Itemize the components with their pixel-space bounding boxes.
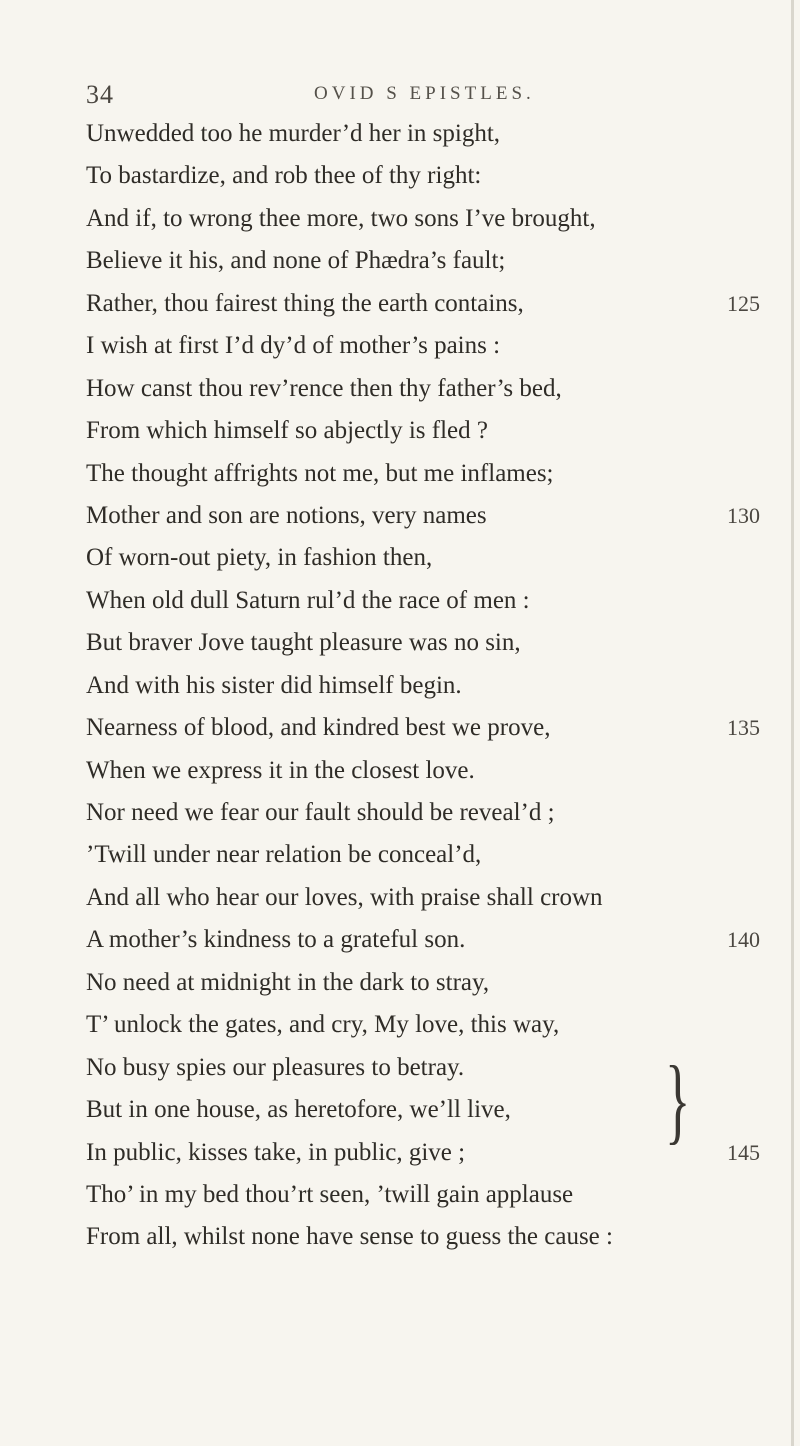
line-text: Nor need we fear our fault should be reveal’d ; [86, 799, 555, 826]
line-text: No busy spies our pleasures to betray. [86, 1053, 465, 1081]
line-text: Of worn-out piety, in fashion then, [86, 544, 433, 572]
running-head: OVID S EPISTLES. [314, 83, 535, 104]
poem-line [86, 877, 776, 919]
poem-line [86, 453, 776, 495]
line-text: Believe it his, and none of Phædra’s fault; [86, 247, 506, 275]
line-text: When we express it in the closest love. [86, 756, 475, 784]
line-number: 140 [727, 927, 760, 953]
page-number: 34 [86, 80, 114, 109]
poem-line [86, 792, 776, 834]
line-text: A mother’s kindness to a grateful son. [86, 926, 466, 954]
line-text: The thought affrights not me, but me inflames; [86, 459, 554, 487]
poem-line [86, 325, 776, 367]
line-text: And if, to wrong thee more, two sons I’ve brought, [86, 204, 596, 232]
line-text: I wish at first I’d dy’d of mother’s pains : [86, 332, 501, 360]
line-text: No need at midnight in the dark to stray, [86, 968, 490, 996]
poem-line [86, 1216, 776, 1258]
line-text: T’ unlock the gates, and cry, My love, this way, [86, 1011, 560, 1039]
poem-line [86, 155, 776, 197]
line-text: To bastardize, and rob thee of thy right: [86, 162, 482, 190]
line-number: 130 [727, 502, 760, 528]
line-text: From all, whilst none have sense to guess the cause : [86, 1223, 613, 1251]
line-text: When old dull Saturn rul’d the race of men : [86, 586, 530, 614]
line-text: ’Twill under near relation be conceal’d, [86, 841, 482, 869]
line-number: 135 [727, 715, 760, 741]
line-text: But in one house, as heretofore, we’ll live, [86, 1096, 511, 1124]
line-text: Nearness of blood, and kindred best we prove, [86, 714, 551, 742]
poem-line [86, 283, 776, 325]
line-text: And all who hear our loves, with praise shall crown [86, 883, 603, 911]
poem-line [86, 1174, 776, 1216]
line-number: 145 [727, 1139, 760, 1165]
line-text: And with his sister did himself begin. [86, 671, 462, 699]
poem-line [86, 240, 776, 282]
poem-line [86, 750, 776, 792]
triplet-brace: } [665, 1046, 691, 1153]
line-text: How canst thou rev’rence then thy father’s bed, [86, 374, 562, 402]
poem-line [86, 580, 776, 622]
poem-line [86, 1004, 776, 1046]
poem-line [86, 537, 776, 579]
line-text: But braver Jove taught pleasure was no sin, [86, 629, 521, 657]
poem-line [86, 113, 776, 155]
poem-line [86, 707, 776, 749]
page-edge [791, 0, 794, 1446]
page-header [86, 80, 746, 112]
line-text: In public, kisses take, in public, give ; [86, 1138, 466, 1166]
poem-line [86, 834, 776, 876]
line-text: Rather, thou fairest thing the earth contains, [86, 289, 524, 317]
line-text: Tho’ in my bed thou’rt seen, ’twill gain applause [86, 1180, 574, 1208]
line-text: From which himself so abjectly is fled ? [86, 417, 489, 445]
line-text: Mother and son are notions, very names [86, 501, 487, 529]
poem-line [86, 665, 776, 707]
poem-line [86, 919, 776, 961]
line-number: 125 [727, 290, 760, 316]
poem-line [86, 410, 776, 452]
poem-line [86, 368, 776, 410]
poem-line [86, 198, 776, 240]
poem-line [86, 962, 776, 1004]
poem-line [86, 622, 776, 664]
line-text: Unwedded too he murder’d her in spight, [86, 120, 501, 147]
poem-line [86, 495, 776, 537]
